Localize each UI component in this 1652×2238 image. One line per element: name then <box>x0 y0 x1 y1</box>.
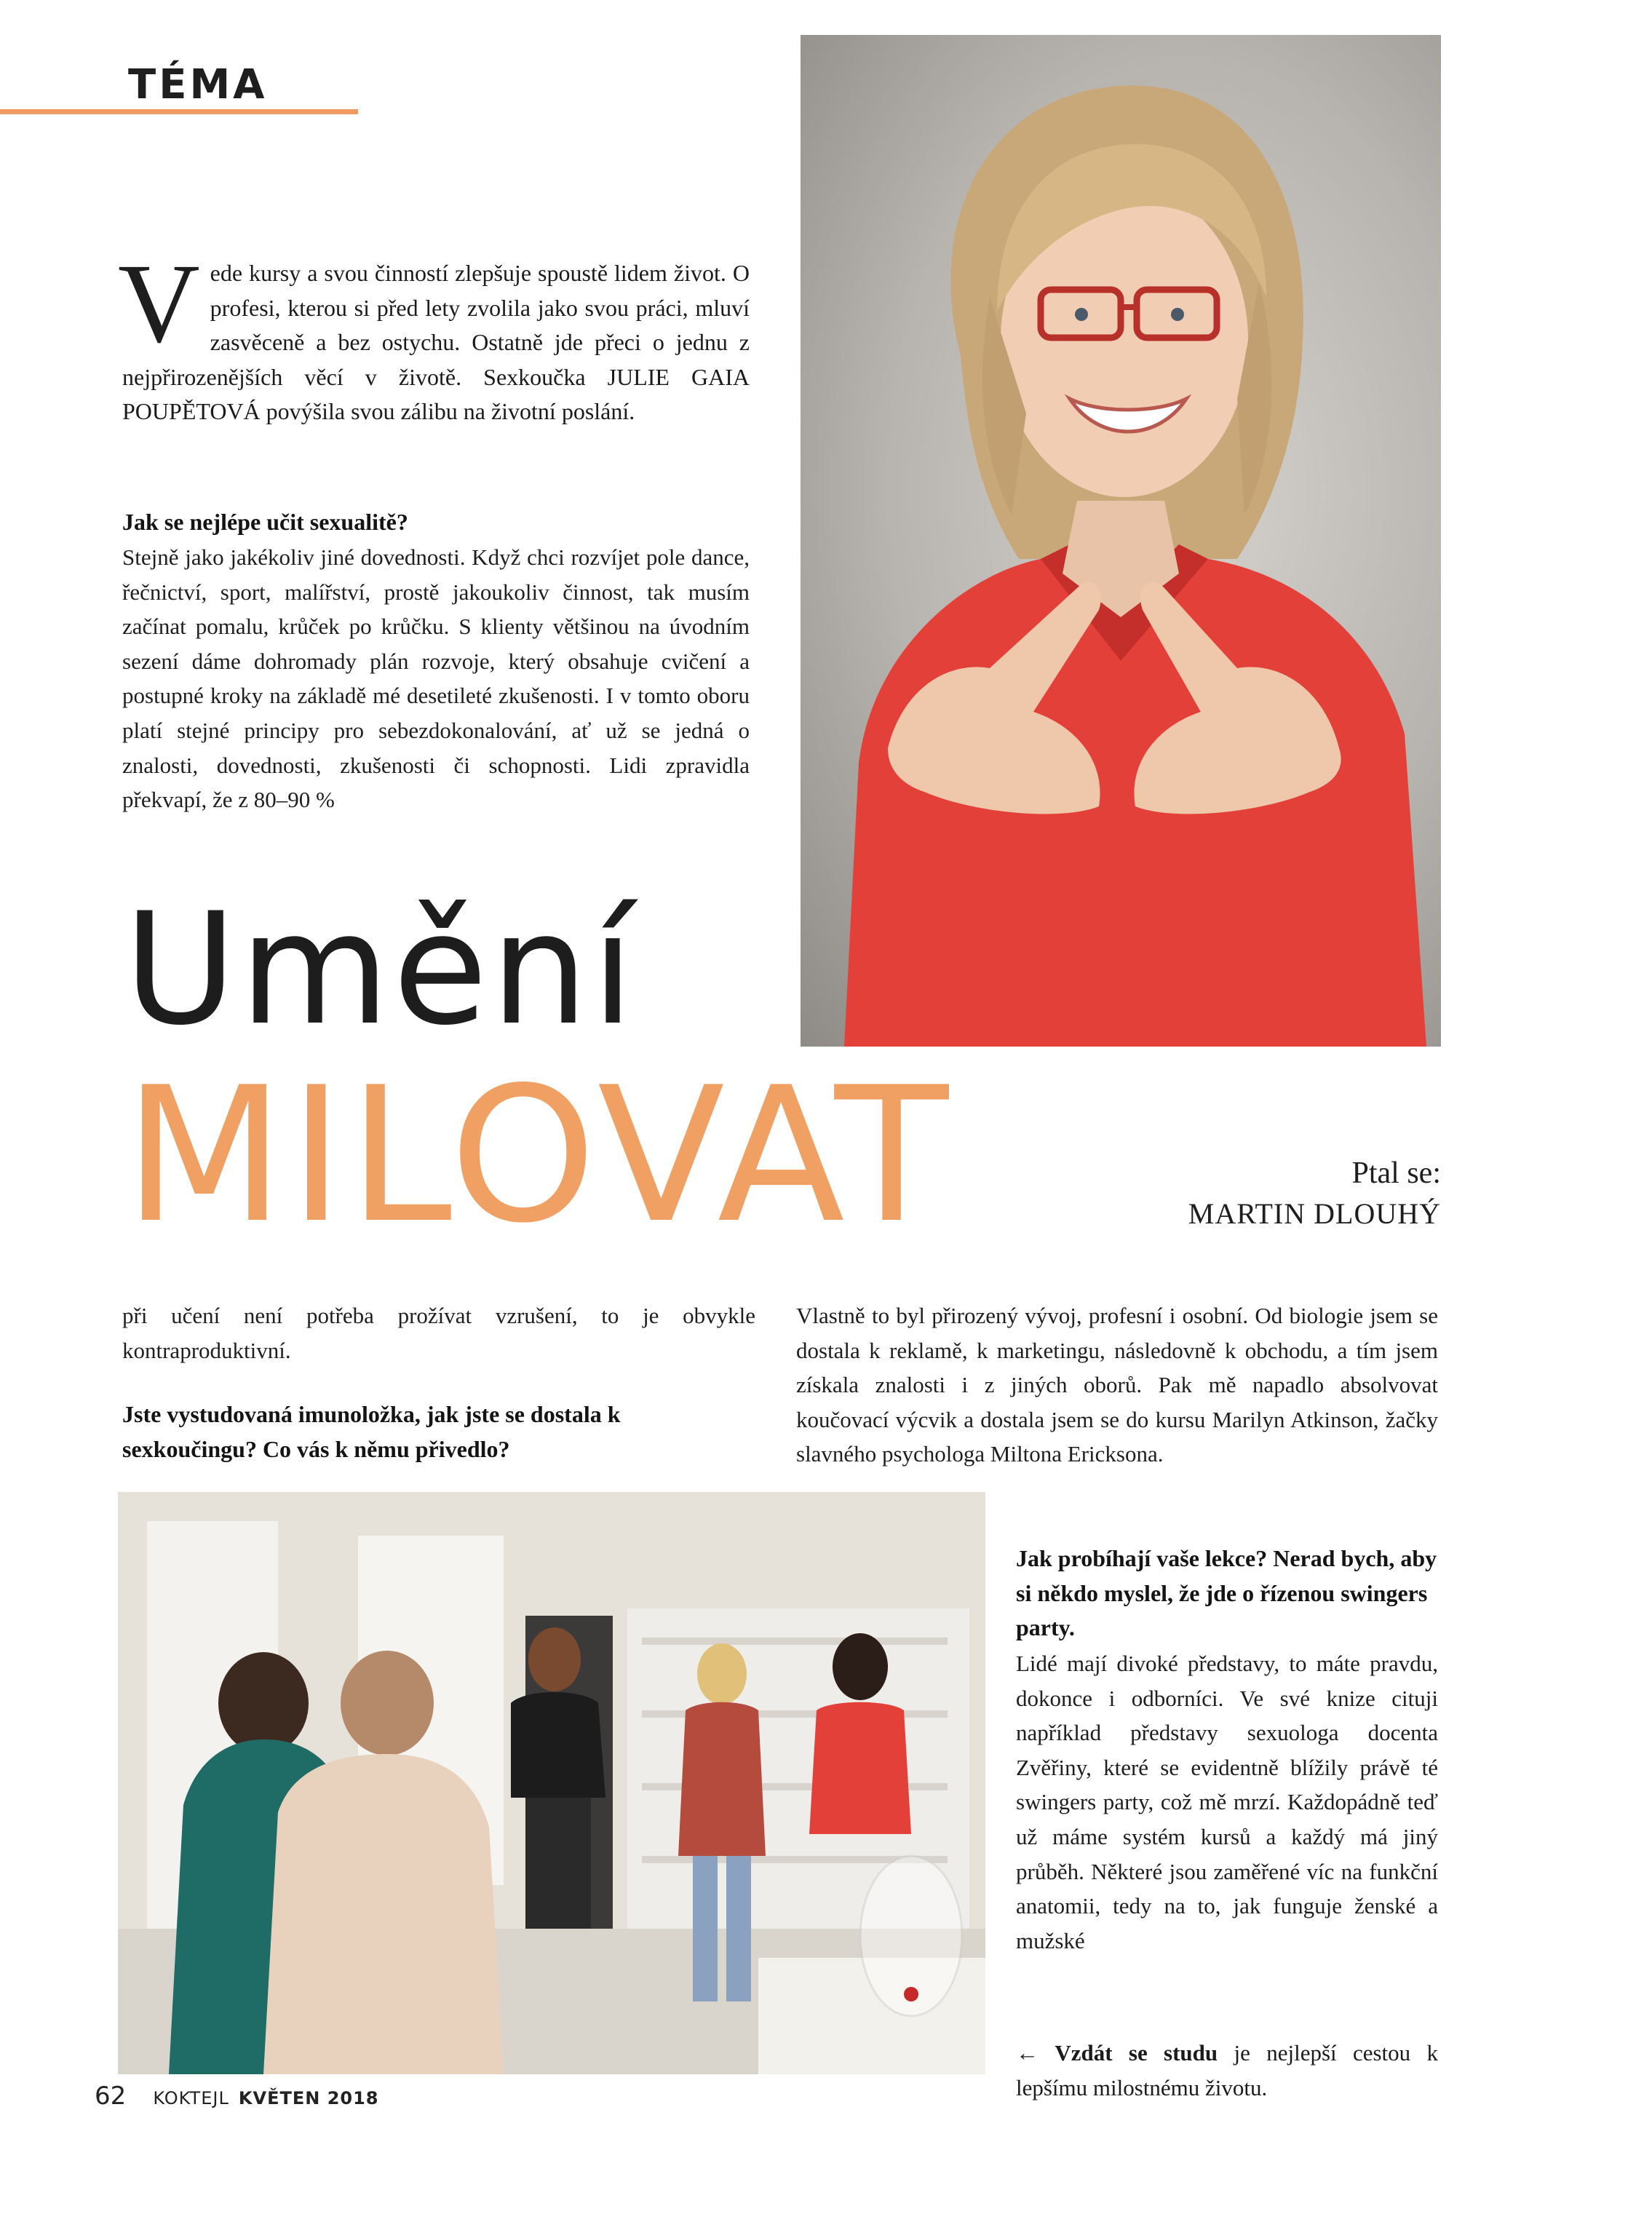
answer-3: Lidé mají divoké představy, to máte pravdu, dokonce i odborníci. Ve své knize cituji například představy sexuologa docenta Zvěřiny, které se evidentně blížily právě té swingers party, což mě mrzí. Každopádně teď už máme systém kursů a každý má jiný průběh. Některé jsou zaměřené víc na funkční anatomii, tedy na to, jak funguje ženské a mužské <box>1016 1651 1438 1953</box>
answer-1-continued: při učení není potřeba prožívat vzrušení, to je obvykle kontraproduktivní. <box>122 1303 755 1363</box>
question-2: Jste vystudovaná imunoložka, jak jste se dostala k sexkoučingu? Co vás k němu přivedlo? <box>122 1401 621 1462</box>
caption-text: je nejlepší cestou k lepšímu milostnému životu. <box>1016 2040 1438 2100</box>
answer-1: Stejně jako jakékoliv jiné dovednosti. Když chci rozvíjet pole dance, řečnictví, sport, malířství, prostě jakoukoliv činnost, tak musím začínat pomalu, krůček po krůčku. S klienty většinou na úvodním sezení dáme dohromady plán rozvoje, který obsahuje cvičení a postupné kroky na základě mé desetileté zkušenosti. I v tomto oboru platí stejné principy pro sebezdokonalování, ať už se jedná o znalosti, dovednosti, zkušenosti či schopnosti. Lidi zpravidla překvapí, že z 80–90 % <box>122 544 750 813</box>
byline <box>1135 1153 1441 1234</box>
byline-label: Ptal se: <box>1351 1156 1441 1190</box>
arrow-left-icon: ← <box>1016 2040 1039 2066</box>
section-label: TÉMA <box>128 61 268 108</box>
headline-line-2: MILOVAT <box>124 1047 953 1264</box>
intro-paragraph <box>118 240 750 429</box>
drop-cap: V <box>118 240 200 366</box>
photo-caption <box>1016 2036 1438 2106</box>
section-rule <box>0 109 358 114</box>
answer-2: Vlastně to byl přirozený vývoj, profesní i osobní. Od biologie jsem se dostala k reklamě, k marketingu, následovně k obchodu, a tím jsem získala znalosti i z jiných oborů. Pak mě napadlo absolvovat koučovací výcvik a dostala jsem se do kursu Marilyn Atkinson, žačky slavného psychologa Miltona Ericksona. <box>796 1303 1438 1467</box>
question-3: Jak probíhají vaše lekce? Nerad bych, aby si někdo myslel, že jde o řízenou swingers party. <box>1016 1545 1437 1641</box>
portrait-photo <box>801 35 1441 1047</box>
page-footer <box>95 2082 379 2111</box>
headline-line-1: Umění <box>124 879 638 1059</box>
intro-text: ede kursy a svou činností zlepšuje spoustě lidem život. O profesi, kterou si před lety zvolila jako svou práci, mluví zasvěceně a bez ostychu. Ostatně jde přeci o jednu z nejpřirozenějších věcí v životě. Sexkoučka JULIE GAIA POUPĚTOVÁ povýšila svou zálibu na životní poslání. <box>122 260 750 425</box>
byline-author: MARTIN DLOUHÝ <box>1188 1197 1441 1230</box>
page-number: 62 <box>95 2082 127 2111</box>
question-1: Jak se nejlépe učit sexualitě? <box>122 509 408 535</box>
workshop-photo <box>118 1492 985 2074</box>
issue-date: KVĚTEN 2018 <box>238 2088 379 2108</box>
magazine-name: KOKTEJL <box>153 2088 229 2108</box>
caption-bold: Vzdát se studu <box>1055 2040 1218 2066</box>
